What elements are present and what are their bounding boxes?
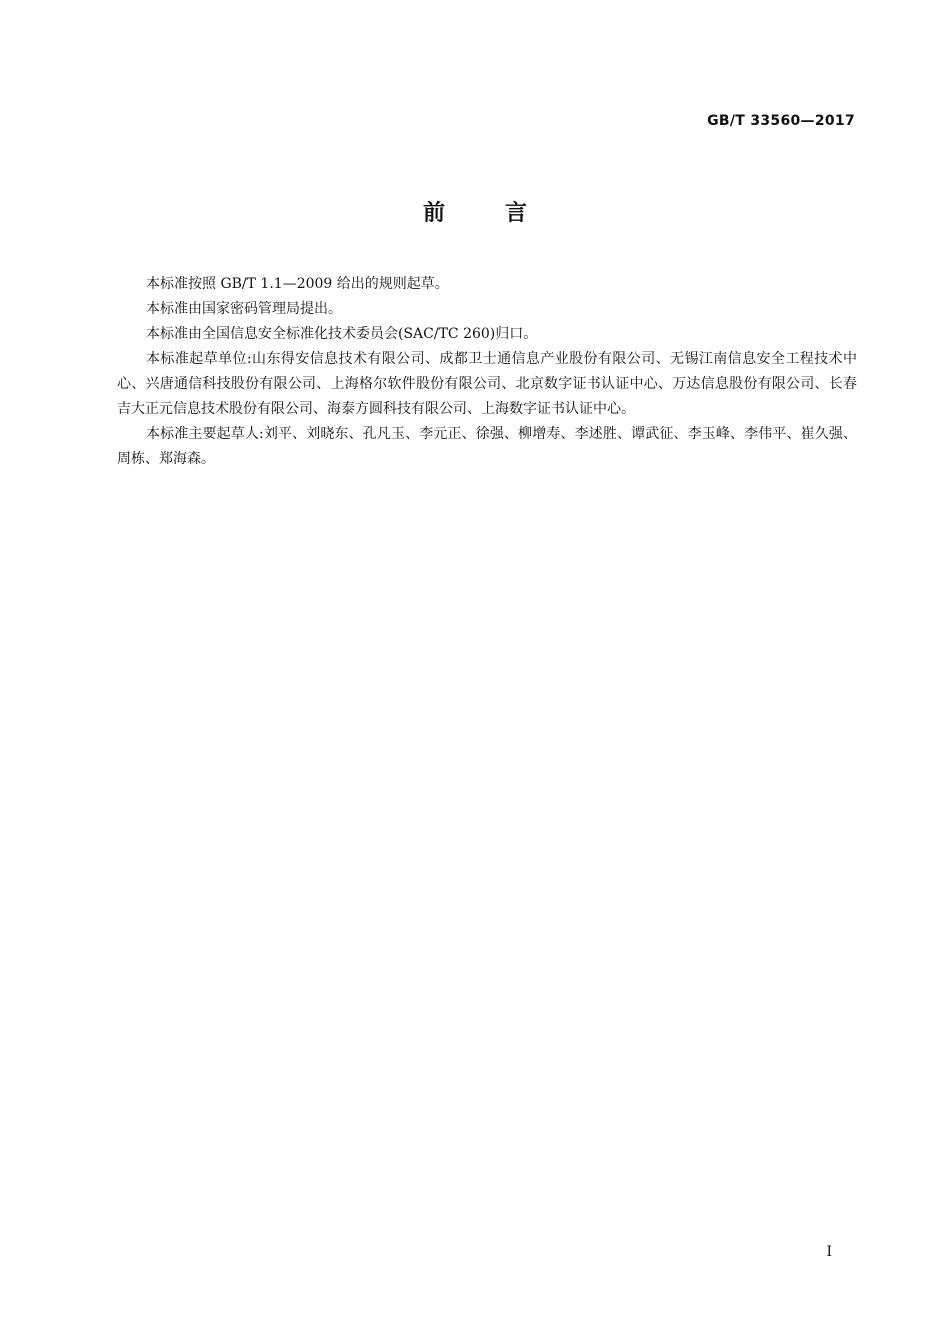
- foreword-body: [117, 272, 857, 472]
- paragraph-centralized-by: 本标准由全国信息安全标准化技术委员会(SAC/TC 260)归口。: [146, 326, 538, 342]
- paragraph-drafting-rules: 本标准按照 GB/T 1.1—2009 给出的规则起草。: [146, 276, 449, 292]
- page-number: I: [826, 1244, 832, 1260]
- paragraph-drafting-units: 本标准起草单位:山东得安信息技术有限公司、成都卫士通信息产业股份有限公司、无锡江南信息安全工程技术中心、兴唐通信科技股份有限公司、上海格尔软件股份有限公司、北京数字证书认证中心、万达信息股份有限公司、长春吉大正元信息技术股份有限公司、海泰方圆科技有限公司、上海数字证书认证中心。: [117, 351, 857, 417]
- standard-number: GB/T 33560—2017: [707, 113, 855, 129]
- page-title: 前言: [422, 201, 587, 226]
- paragraph-proposer: 本标准由国家密码管理局提出。: [146, 301, 342, 317]
- paragraph-drafters: 本标准主要起草人:刘平、刘晓东、孔凡玉、李元正、徐强、柳增寿、李述胜、谭武征、李玉峰、李伟平、崔久强、周栋、郑海森。: [117, 426, 857, 467]
